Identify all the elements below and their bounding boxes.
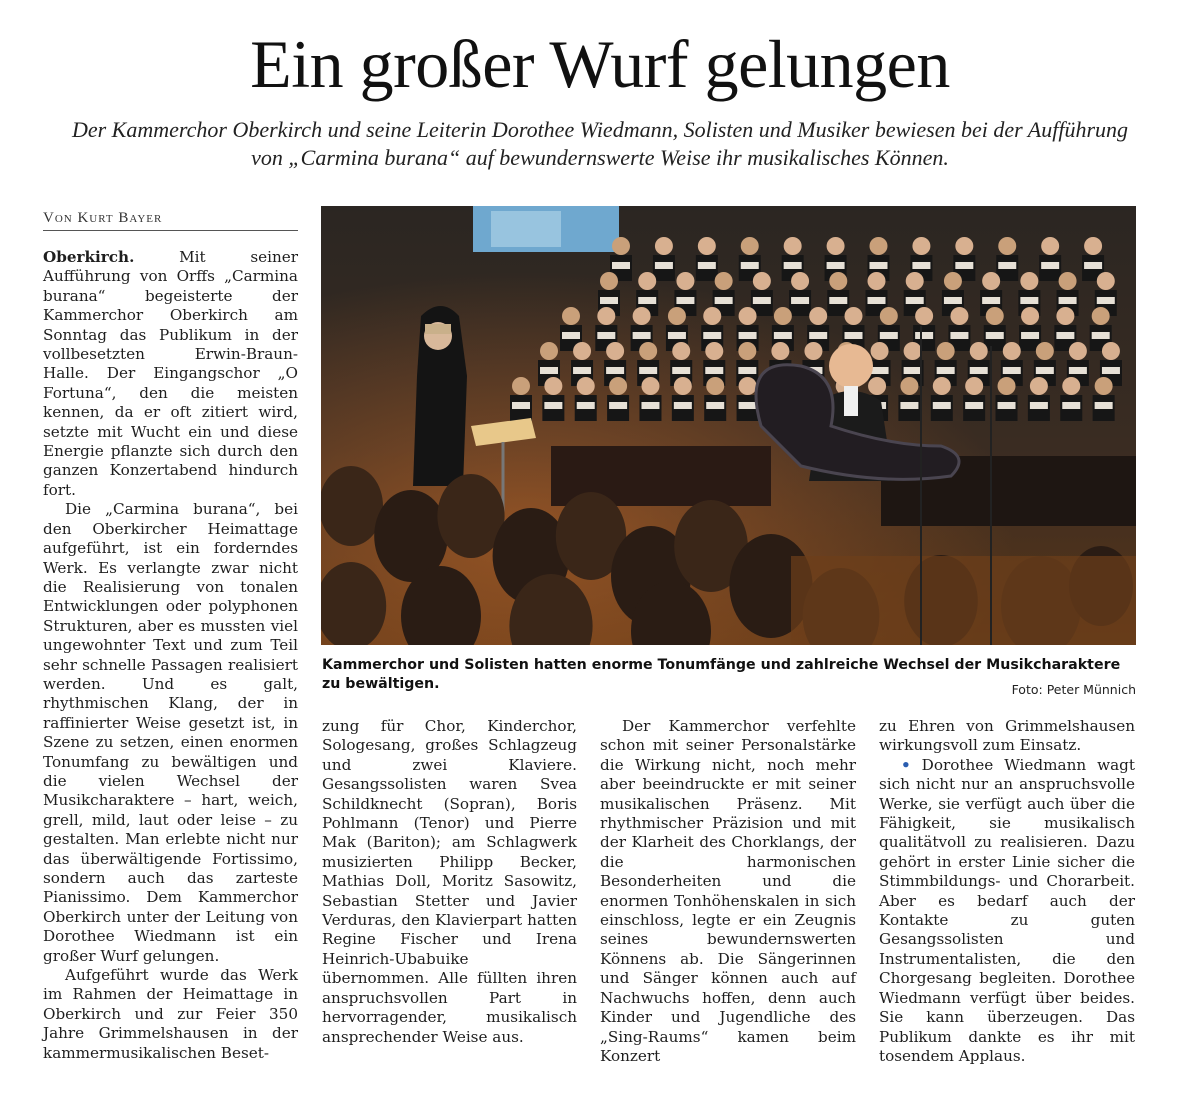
paragraph-6: zu Ehren von Grimmelshausen wirkungsvoll zum Einsatz. — [879, 717, 1135, 755]
bullet-icon: • — [901, 755, 911, 774]
article-column-4 — [879, 717, 1135, 1066]
paragraph-2: Die „Carmina burana“, bei den Oberkircher Heimattage aufgeführt, ist ein forderndes Werk. Es verlangte zwar nicht die Realisierung von tonalen Entwicklungen oder polyphonen Strukturen, aber es mussten viel ungewohnter Text und zum Teil sehr schnelle Passagen realisiert werden. Und es galt, rhythmischen Klang, der in raffinierter Weise gesetzt ist, in Szene zu setzen, einen enormen Tonumfang zu bewältigen und die vielen Wechsel der Musikcharaktere – hart, weich, grell, mild, laut oder leise – zu gestalten. Man erlebte nicht nur das überwältigende Fortissimo, sondern auch das zarteste Pianissimo. Dem Kammerchor Oberkirch unter der Leitung von Dorothee Wiedmann ist ein großer Wurf gelungen. — [43, 500, 298, 965]
article-column-3 — [600, 717, 856, 1066]
paragraph-3: Aufgeführt wurde das Werk im Rahmen der Heimattage in Oberkirch und zur Feier 350 Jahre Grimmelshausen in der kammermusikalischen Beset- — [43, 966, 298, 1062]
paragraph-5: Der Kammerchor verfehlte schon mit seiner Personalstärke die Wirkung nicht, noch mehr aber beeindruckte er mit seiner musikalischen Präsenz. Mit rhythmischer Präzision und mit der Klarheit des Chorklangs, der die harmonischen Besonderheiten und die enormen Tonhöhenskalen in sich einschloss, legte er ein Zeugnis seines bewundernswerten Könnens ab. Die Sängerinnen und Sänger können auch auf Nachwuchs hoffen, denn auch Kinder und Jugendliche des „Sing-Raums“ kamen beim Konzert — [600, 717, 856, 1065]
paragraph-4: zung für Chor, Kinderchor, Sologesang, großes Schlagzeug und zwei Klaviere. Gesangssolisten waren Svea Schildknecht (Sopran), Boris Pohlmann (Tenor) und Pierre Mak (Bariton); am Schlagwerk musizierten Philipp Becker, Mathias Doll, Moritz Sasowitz, Sebastian Stetter und Javier Verduras, den Klavierpart hatten Regine Fischer und Irena Heinrich-Ubabuike übernommen. Alle füllten ihren anspruchsvollen Part in hervorragender, musikalisch ansprechender Weise aus. — [322, 717, 577, 1046]
article-column-1 — [43, 248, 298, 1063]
photo-credit: Foto: Peter Münnich — [1011, 682, 1136, 697]
paragraph-7: Dorothee Wiedmann wagt sich nicht nur an anspruchsvolle Werke, sie verfügt auch über die Fähigkeit, sie musikalisch qualitätvoll zu realisieren. Dazu gehört in erster Linie sicher die Stimmbildungs- und Chorarbeit. Aber es bedarf auch der Kontakte zu guten Gesangssolisten und Instrumentalisten, die den Chorgesang begleiten. Dorothee Wiedmann verfügt über beides. Sie kann überzeugen. Das Publikum dankte es ihr mit tosendem Applaus. — [879, 755, 1135, 1065]
article-column-2 — [322, 717, 577, 1047]
paragraph-1: Mit seiner Aufführung von Orffs „Carmina burana“ begeisterte der Kammerchor Oberkirch am Sonntag das Publikum in der vollbesetzten Erwin-Braun-Halle. Der Eingangschor „O Fortuna“, den die meisten kennen, da er oft zitiert wird, setzte mit Wucht ein und diese Energie pflanzte sich durch den ganzen Konzertabend hindurch fort. — [43, 248, 298, 499]
photo-caption: Kammerchor und Solisten hatten enorme Tonumfänge und zahlreiche Wechsel der Musikcharaktere zu bewältigen. — [322, 657, 1121, 692]
byline: Von Kurt Bayer — [43, 210, 298, 231]
concert-photo — [321, 206, 1136, 645]
dateline: Oberkirch. — [43, 248, 135, 266]
subheadline: Der Kammerchor Oberkirch und seine Leiterin Dorothee Wiedmann, Solisten und Musiker bewiesen bei der Aufführung von „Carmina burana“ auf bewundernswerte Weise ihr musikalisches Können. — [71, 117, 1129, 170]
headline: Ein großer Wurf gelungen — [250, 26, 950, 102]
